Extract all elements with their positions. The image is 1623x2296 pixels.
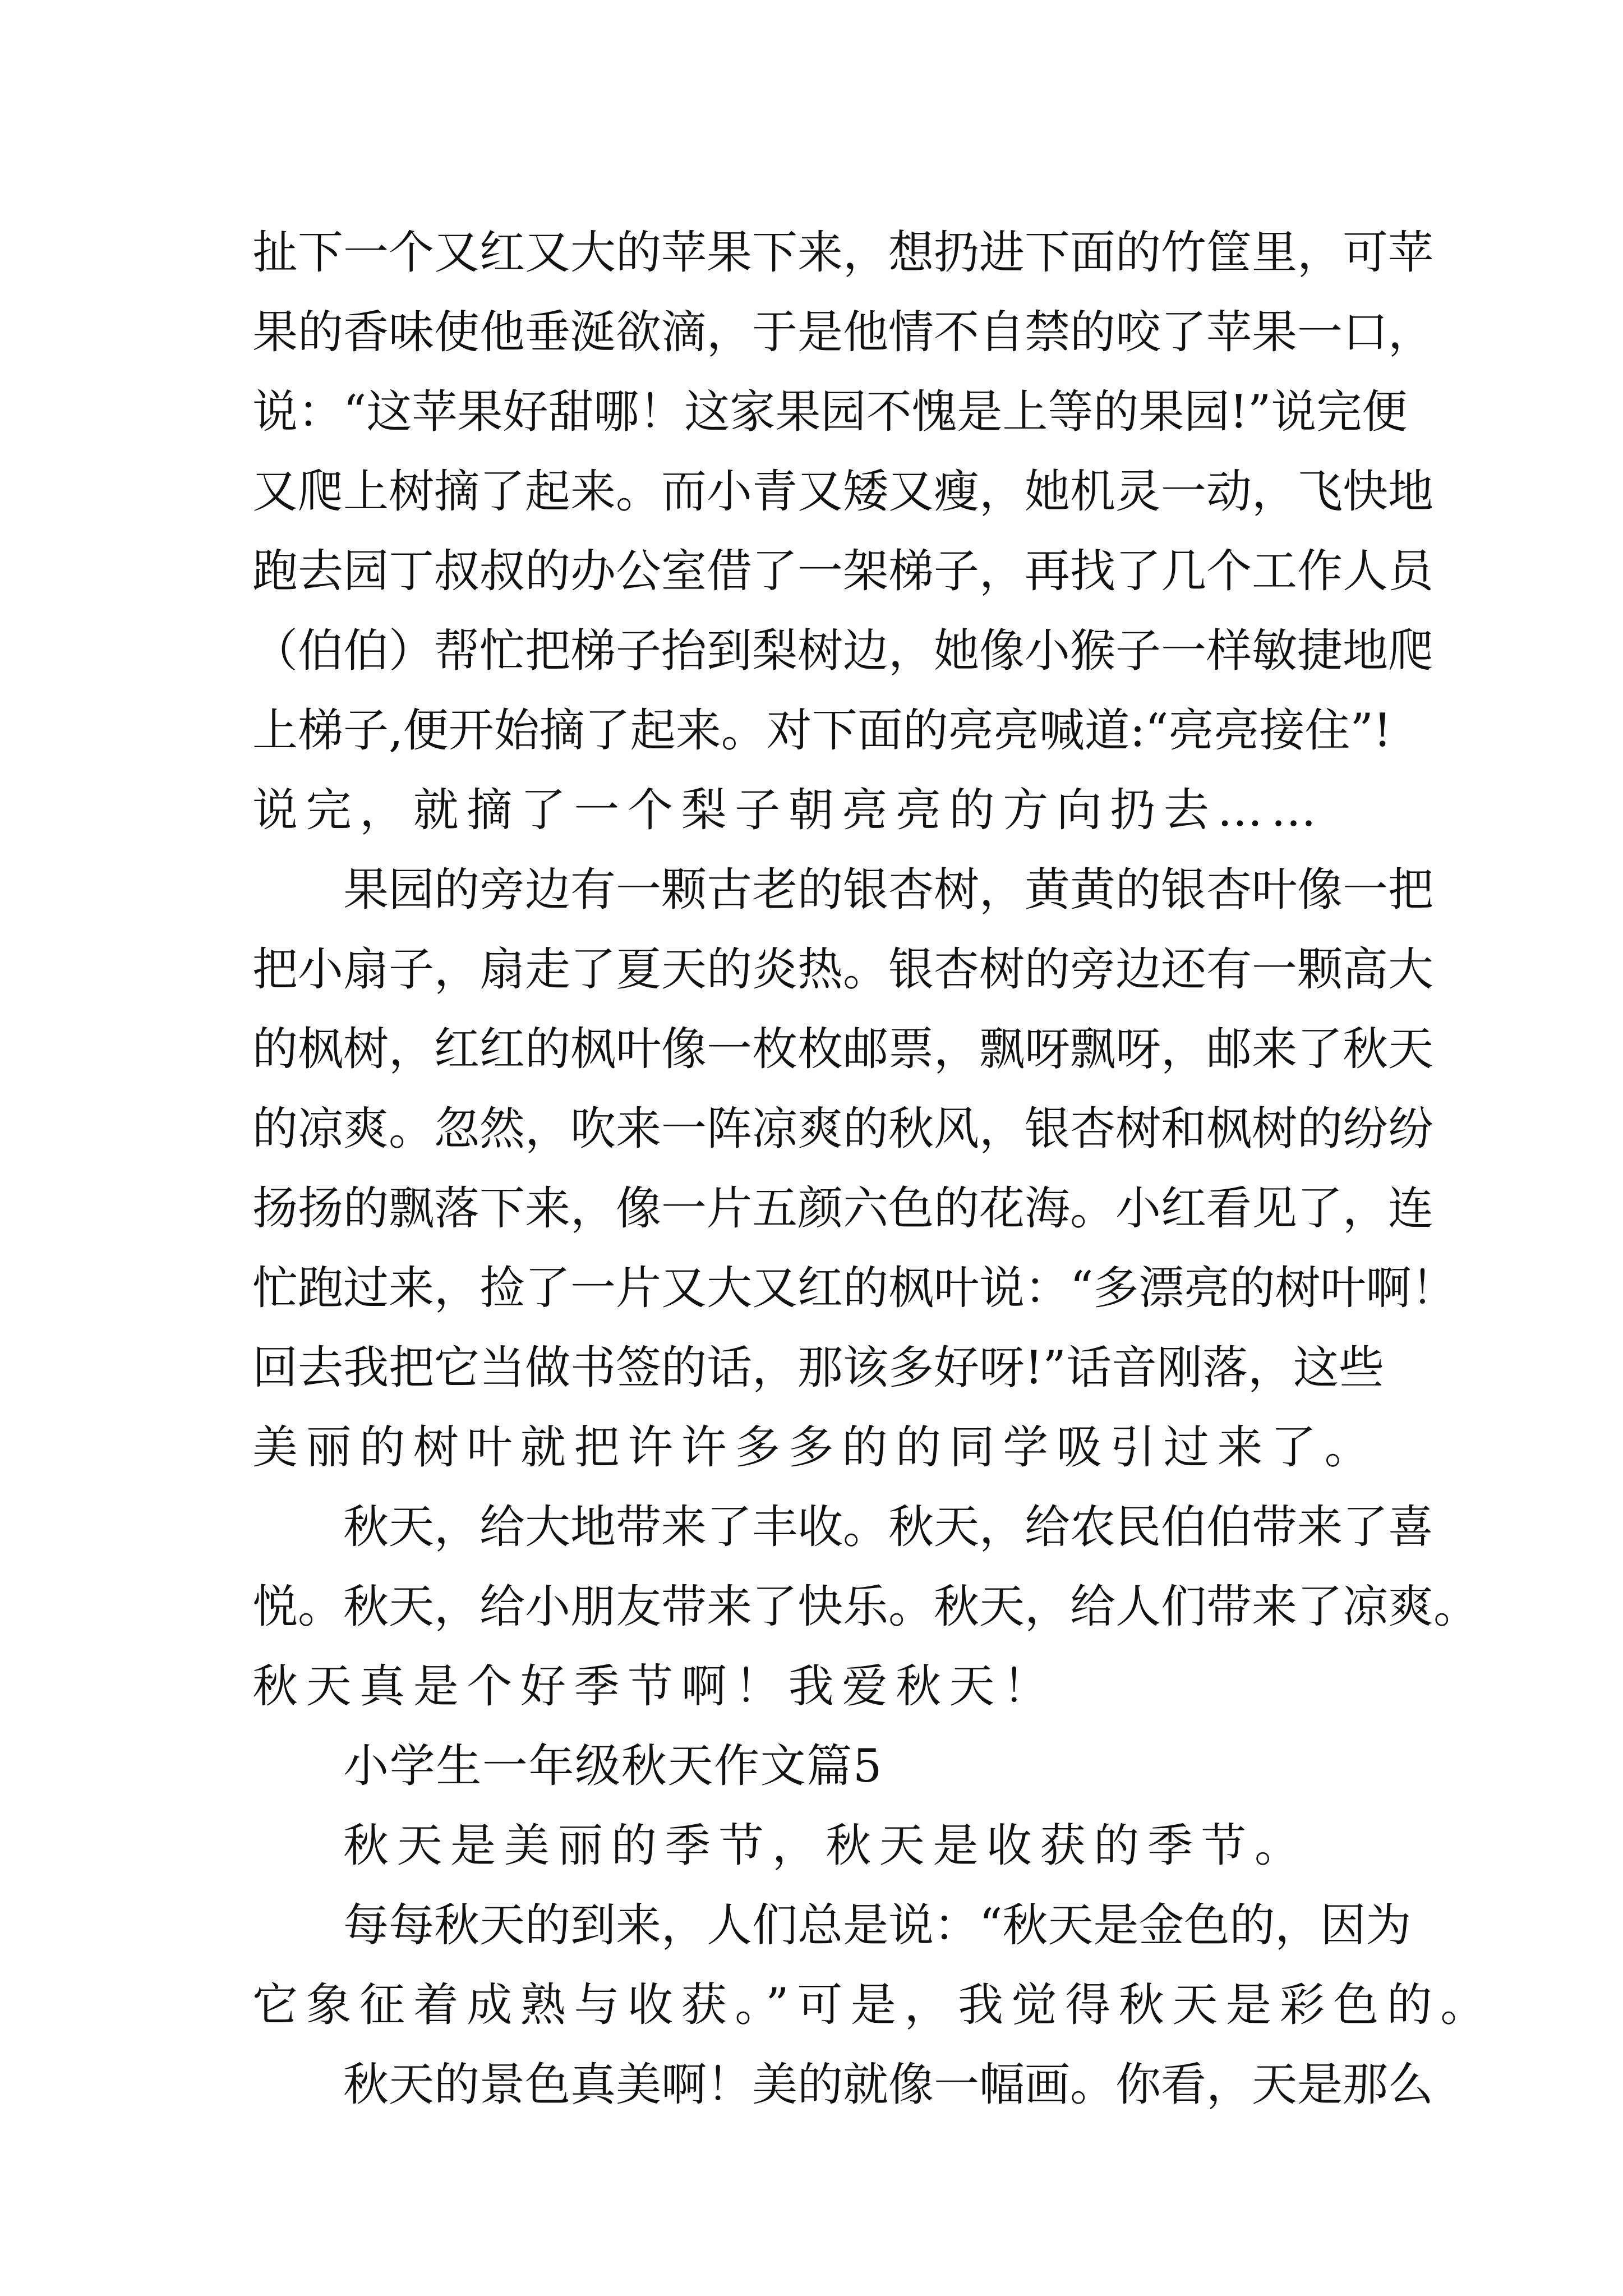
- text-line: 的枫树，红红的枫叶像一枚枚邮票，飘呀飘呀，邮来了秋天: [252, 1023, 1434, 1076]
- paragraph-first-line: 秋天是美丽的季节，秋天是收获的季节。: [343, 1820, 1308, 1872]
- text-line: 上梯子,便开始摘了起来。对下面的亮亮喊道:“亮亮接住”!: [252, 705, 1392, 757]
- text-line: 回去我把它当做书签的话，那该多好呀!”话音刚落，这些: [252, 1342, 1384, 1395]
- text-line: 的凉爽。忽然，吹来一阵凉爽的秋风，银杏树和枫树的纷纷: [252, 1103, 1434, 1156]
- text-line: 果的香味使他垂涎欲滴，于是他情不自禁的咬了苹果一口，: [252, 306, 1434, 359]
- text-line: 忙跑过来，捡了一片又大又红的枫叶说：“多漂亮的树叶啊！: [252, 1262, 1457, 1315]
- paragraph-first-line: 秋天，给大地带来了丰收。秋天，给农民伯伯带来了喜: [343, 1501, 1434, 1554]
- text-line: 说：“这苹果好甜哪！这家果园不愧是上等的果园!”说完便: [252, 386, 1408, 439]
- text-line: （伯伯）帮忙把梯子抬到梨树边，她像小猴子一样敏捷地爬: [252, 625, 1434, 678]
- text-line: 秋天真是个好季节啊！我爱秋天！: [252, 1660, 1057, 1713]
- text-line: 把小扇子，扇走了夏天的炎热。银杏树的旁边还有一颗高大: [252, 944, 1434, 996]
- text-line: 美丽的树叶就把许许多多的的同学吸引过来了。: [252, 1421, 1378, 1474]
- text-line: 扬扬的飘落下来，像一片五颜六色的花海。小红看见了，连: [252, 1182, 1434, 1235]
- text-line: 说完，就摘了一个梨子朝亮亮的方向扔去……: [252, 784, 1325, 837]
- text-line: 它象征着成熟与收获。”可是，我觉得秋天是彩色的。: [252, 1979, 1494, 2032]
- paragraph-first-line: 每每秋天的到来，人们总是说：“秋天是金色的，因为: [343, 1899, 1412, 1952]
- section-heading: 小学生一年级秋天作文篇5: [343, 1740, 883, 1793]
- text-line: 扯下一个又红又大的苹果下来，想扔进下面的竹筐里，可苹: [252, 227, 1434, 279]
- paragraph-first-line: 秋天的景色真美啊！美的就像一幅画。你看，天是那么: [343, 2059, 1434, 2111]
- text-line: 悦。秋天，给小朋友带来了快乐。秋天，给人们带来了凉爽。: [252, 1581, 1479, 1634]
- article-body: [252, 213, 1494, 2125]
- text-line: 跑去园丁叔叔的办公室借了一架梯子，再找了几个工作人员: [252, 545, 1434, 598]
- text-line: 又爬上树摘了起来。而小青又矮又瘦，她机灵一动，飞快地: [252, 466, 1434, 518]
- paragraph-first-line: 果园的旁边有一颗古老的银杏树，黄黄的银杏叶像一把: [343, 864, 1434, 917]
